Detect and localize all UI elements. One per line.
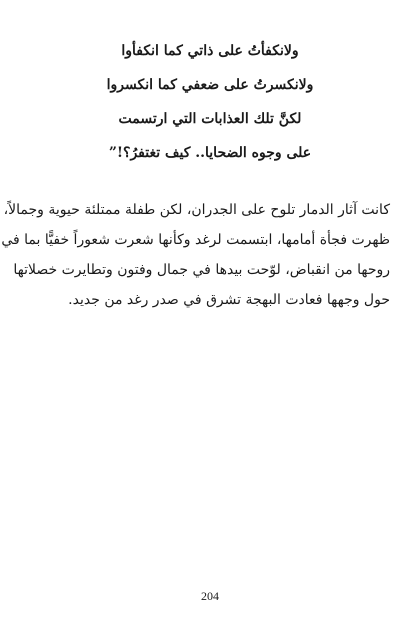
- paragraph-line: حول وجهها فعادت البهجة تشرق في صدر رغد من جديد.: [68, 292, 390, 308]
- poem-stanza: [40, 34, 380, 170]
- prose-paragraph: [1, 195, 390, 315]
- poem-line: على وجوه الضحايا.. كيف تغتفرُ؟!”: [108, 145, 312, 161]
- paragraph-line: كانت آثار الدمار تلوح على الجدران، لكن طفلة ممتلئة حيوية وجمالاً،: [3, 202, 390, 218]
- page-number: 204: [201, 589, 219, 603]
- paragraph-line: ظهرت فجأة أمامها، ابتسمت لرغد وكأنها شعرت شعوراً خفيًّا بما في: [1, 232, 390, 248]
- poem-line: لكنَّ تلك العذابات التي ارتسمت: [118, 111, 302, 127]
- poem-line: ولانكسرتُ على ضعفي كما انكسروا: [106, 77, 314, 93]
- paragraph-line: روحها من انقباض، لوّحت بيدها في جمال وفتون وتطايرت خصلاتها: [13, 262, 390, 278]
- poem-line: ولانكفأتُ على ذاتي كما انكفأوا: [121, 43, 299, 59]
